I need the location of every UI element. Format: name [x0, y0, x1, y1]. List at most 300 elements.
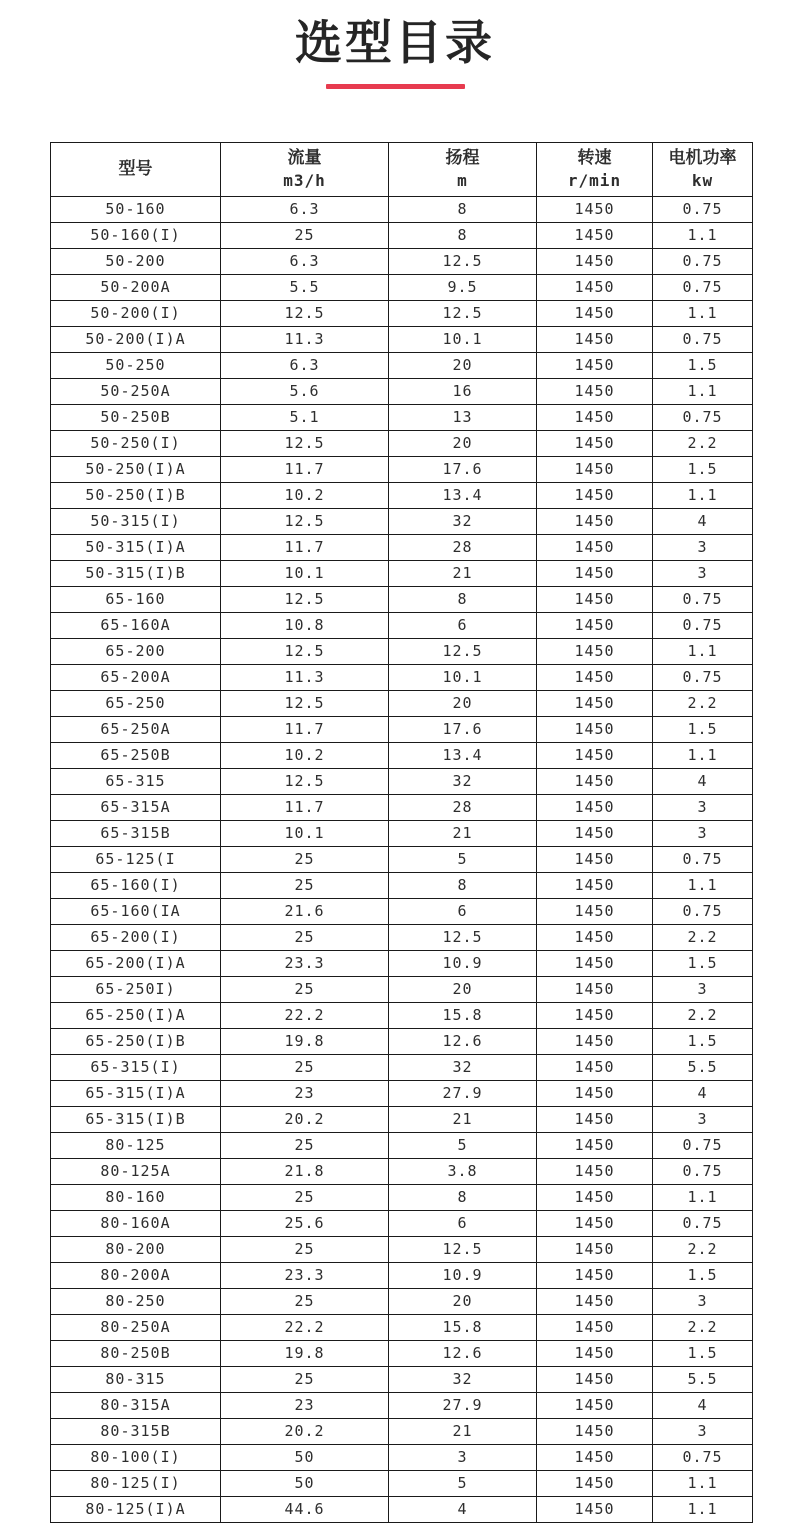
- table-cell: 65-250A: [51, 717, 221, 743]
- table-row: [51, 1159, 753, 1185]
- table-cell: 1.5: [653, 353, 753, 379]
- table-cell: 1450: [537, 977, 653, 1003]
- table-cell: 1.1: [653, 1497, 753, 1523]
- table-cell: 1450: [537, 405, 653, 431]
- table-cell: 65-200: [51, 639, 221, 665]
- table-cell: 65-250: [51, 691, 221, 717]
- table-cell: 20.2: [221, 1107, 389, 1133]
- table-cell: 1450: [537, 1497, 653, 1523]
- table-cell: 65-160(I): [51, 873, 221, 899]
- table-cell: 1450: [537, 561, 653, 587]
- table-cell: 65-160A: [51, 613, 221, 639]
- table-cell: 1450: [537, 483, 653, 509]
- table-cell: 15.8: [389, 1315, 537, 1341]
- table-cell: 1450: [537, 1419, 653, 1445]
- table-cell: 4: [653, 1081, 753, 1107]
- table-cell: 80-125: [51, 1133, 221, 1159]
- table-cell: 25: [221, 1367, 389, 1393]
- table-cell: 1450: [537, 587, 653, 613]
- table-cell: 65-160(IA: [51, 899, 221, 925]
- table-cell: 3: [653, 1107, 753, 1133]
- table-cell: 0.75: [653, 275, 753, 301]
- table-cell: 80-250A: [51, 1315, 221, 1341]
- table-cell: 1450: [537, 457, 653, 483]
- table-cell: 0.75: [653, 327, 753, 353]
- table-row: [51, 509, 753, 535]
- header-row: [51, 143, 753, 197]
- table-cell: 1450: [537, 873, 653, 899]
- table-cell: 1450: [537, 717, 653, 743]
- table-cell: 80-100(I): [51, 1445, 221, 1471]
- table-cell: 25: [221, 1237, 389, 1263]
- table-row: [51, 1081, 753, 1107]
- table-cell: 1450: [537, 1263, 653, 1289]
- title-underline: [326, 84, 465, 89]
- table-cell: 6: [389, 899, 537, 925]
- table-cell: 1450: [537, 535, 653, 561]
- table-row: [51, 639, 753, 665]
- table-cell: 20: [389, 431, 537, 457]
- table-cell: 1450: [537, 379, 653, 405]
- table-cell: 21: [389, 1107, 537, 1133]
- table-cell: 65-315(I)A: [51, 1081, 221, 1107]
- header-cell-head: [389, 143, 537, 197]
- table-cell: 23: [221, 1081, 389, 1107]
- page-title: 选型目录: [295, 16, 495, 71]
- table-cell: 0.75: [653, 847, 753, 873]
- table-cell: 50: [221, 1445, 389, 1471]
- table-cell: 12.5: [221, 691, 389, 717]
- table-cell: 65-315: [51, 769, 221, 795]
- table-cell: 50-315(I)B: [51, 561, 221, 587]
- table-cell: 50-250A: [51, 379, 221, 405]
- table-cell: 12.5: [389, 1237, 537, 1263]
- table-cell: 3.8: [389, 1159, 537, 1185]
- table-cell: 80-250B: [51, 1341, 221, 1367]
- table-cell: 1450: [537, 1315, 653, 1341]
- table-cell: 12.5: [221, 301, 389, 327]
- table-cell: 50-250: [51, 353, 221, 379]
- table-row: [51, 1029, 753, 1055]
- table-cell: 1450: [537, 951, 653, 977]
- table-cell: 0.75: [653, 249, 753, 275]
- table-cell: 65-250B: [51, 743, 221, 769]
- table-cell: 25: [221, 1055, 389, 1081]
- table-cell: 1450: [537, 899, 653, 925]
- table-cell: 0.75: [653, 1159, 753, 1185]
- table-cell: 10.8: [221, 613, 389, 639]
- table-cell: 16: [389, 379, 537, 405]
- table-row: [51, 301, 753, 327]
- table-cell: 27.9: [389, 1393, 537, 1419]
- table-cell: 80-315: [51, 1367, 221, 1393]
- table-cell: 1450: [537, 197, 653, 223]
- table-row: [51, 1055, 753, 1081]
- table-row: [51, 1237, 753, 1263]
- header-flow-unit: m3/h: [283, 171, 326, 191]
- table-cell: 6: [389, 613, 537, 639]
- table-cell: 4: [653, 1393, 753, 1419]
- table-cell: 80-200A: [51, 1263, 221, 1289]
- table-cell: 4: [389, 1497, 537, 1523]
- table-cell: 20.2: [221, 1419, 389, 1445]
- table-cell: 50-315(I)A: [51, 535, 221, 561]
- table-cell: 23: [221, 1393, 389, 1419]
- table-cell: 3: [389, 1445, 537, 1471]
- table-cell: 65-160: [51, 587, 221, 613]
- table-cell: 1.1: [653, 223, 753, 249]
- table-cell: 0.75: [653, 405, 753, 431]
- header-power-unit: kw: [691, 171, 714, 191]
- table-row: [51, 1289, 753, 1315]
- table-cell: 80-125A: [51, 1159, 221, 1185]
- table-row: [51, 223, 753, 249]
- table-cell: 1450: [537, 223, 653, 249]
- table-row: [51, 379, 753, 405]
- table-cell: 1450: [537, 769, 653, 795]
- table-row: [51, 1263, 753, 1289]
- table-row: [51, 1185, 753, 1211]
- table-row: [51, 1003, 753, 1029]
- table-cell: 50-250B: [51, 405, 221, 431]
- table-cell: 3: [653, 1289, 753, 1315]
- header-model-label: 型号: [118, 159, 153, 180]
- table-cell: 25: [221, 223, 389, 249]
- table-cell: 5.6: [221, 379, 389, 405]
- table-cell: 20: [389, 353, 537, 379]
- table-cell: 12.5: [221, 769, 389, 795]
- table-cell: 0.75: [653, 1133, 753, 1159]
- table-cell: 44.6: [221, 1497, 389, 1523]
- table-cell: 2.2: [653, 691, 753, 717]
- table-cell: 22.2: [221, 1315, 389, 1341]
- table-cell: 50-160(I): [51, 223, 221, 249]
- table-cell: 1450: [537, 1003, 653, 1029]
- table-cell: 1.1: [653, 873, 753, 899]
- table-row: [51, 847, 753, 873]
- header-power-label: 电机功率: [668, 148, 737, 169]
- table-cell: 1.1: [653, 483, 753, 509]
- table-cell: 8: [389, 587, 537, 613]
- table-row: [51, 587, 753, 613]
- table-cell: 0.75: [653, 197, 753, 223]
- table-cell: 28: [389, 795, 537, 821]
- table-cell: 10.1: [389, 327, 537, 353]
- header-flow-label: 流量: [287, 148, 322, 169]
- table-cell: 10.2: [221, 743, 389, 769]
- table-cell: 1450: [537, 613, 653, 639]
- table-cell: 1450: [537, 1081, 653, 1107]
- table-cell: 6.3: [221, 353, 389, 379]
- table-cell: 23.3: [221, 951, 389, 977]
- table-cell: 80-160: [51, 1185, 221, 1211]
- table-row: [51, 483, 753, 509]
- table-cell: 10.1: [221, 561, 389, 587]
- table-cell: 5.5: [653, 1055, 753, 1081]
- table-cell: 80-200: [51, 1237, 221, 1263]
- table-cell: 5: [389, 847, 537, 873]
- table-row: [51, 1211, 753, 1237]
- table-cell: 12.5: [389, 639, 537, 665]
- table-cell: 50-200A: [51, 275, 221, 301]
- table-row: [51, 431, 753, 457]
- header-cell-speed: [537, 143, 653, 197]
- table-cell: 2.2: [653, 431, 753, 457]
- table-cell: 11.7: [221, 457, 389, 483]
- table-cell: 25: [221, 1133, 389, 1159]
- table-cell: 1450: [537, 1445, 653, 1471]
- table-row: [51, 1133, 753, 1159]
- header-cell-model: [51, 143, 221, 197]
- table-cell: 12.6: [389, 1341, 537, 1367]
- table-row: [51, 899, 753, 925]
- table-cell: 20: [389, 691, 537, 717]
- table-cell: 17.6: [389, 457, 537, 483]
- table-cell: 65-200A: [51, 665, 221, 691]
- table-cell: 1450: [537, 925, 653, 951]
- table-cell: 1450: [537, 743, 653, 769]
- table-cell: 15.8: [389, 1003, 537, 1029]
- table-cell: 13.4: [389, 483, 537, 509]
- table-row: [51, 405, 753, 431]
- table-cell: 8: [389, 223, 537, 249]
- table-cell: 1450: [537, 327, 653, 353]
- table-cell: 5: [389, 1133, 537, 1159]
- table-cell: 1450: [537, 301, 653, 327]
- table-cell: 80-125(I): [51, 1471, 221, 1497]
- table-cell: 1450: [537, 1237, 653, 1263]
- table-row: [51, 457, 753, 483]
- table-cell: 65-315B: [51, 821, 221, 847]
- table-cell: 50-250(I): [51, 431, 221, 457]
- table-cell: 2.2: [653, 1237, 753, 1263]
- table-cell: 1450: [537, 847, 653, 873]
- table-cell: 80-160A: [51, 1211, 221, 1237]
- table-cell: 65-315(I): [51, 1055, 221, 1081]
- table-cell: 50-200(I)A: [51, 327, 221, 353]
- table-cell: 50-315(I): [51, 509, 221, 535]
- table-cell: 65-200(I): [51, 925, 221, 951]
- table-cell: 2.2: [653, 1003, 753, 1029]
- table-cell: 32: [389, 769, 537, 795]
- table-row: [51, 1419, 753, 1445]
- table-cell: 8: [389, 197, 537, 223]
- table-cell: 12.5: [221, 587, 389, 613]
- table-cell: 12.5: [389, 249, 537, 275]
- table-cell: 1450: [537, 1133, 653, 1159]
- table-cell: 10.9: [389, 951, 537, 977]
- table-cell: 1450: [537, 353, 653, 379]
- table-row: [51, 951, 753, 977]
- table-cell: 2.2: [653, 925, 753, 951]
- table-row: [51, 1367, 753, 1393]
- table-cell: 13.4: [389, 743, 537, 769]
- table-cell: 10.2: [221, 483, 389, 509]
- table-cell: 50-250(I)B: [51, 483, 221, 509]
- table-cell: 1.1: [653, 743, 753, 769]
- table-cell: 1450: [537, 1185, 653, 1211]
- header-cell-power: [653, 143, 753, 197]
- table-cell: 0.75: [653, 665, 753, 691]
- table-cell: 65-200(I)A: [51, 951, 221, 977]
- table-row: [51, 1341, 753, 1367]
- table-cell: 13: [389, 405, 537, 431]
- table-cell: 12.5: [389, 925, 537, 951]
- table-cell: 1450: [537, 1211, 653, 1237]
- table-cell: 5.5: [221, 275, 389, 301]
- table-cell: 1450: [537, 509, 653, 535]
- table-cell: 25: [221, 925, 389, 951]
- table-cell: 1.1: [653, 301, 753, 327]
- table-cell: 21.6: [221, 899, 389, 925]
- table-cell: 0.75: [653, 899, 753, 925]
- table-cell: 1.1: [653, 1471, 753, 1497]
- table-cell: 1.5: [653, 1341, 753, 1367]
- table-row: [51, 197, 753, 223]
- table-cell: 1.5: [653, 1029, 753, 1055]
- table-cell: 8: [389, 873, 537, 899]
- table-cell: 17.6: [389, 717, 537, 743]
- table-cell: 1450: [537, 1055, 653, 1081]
- table-cell: 50-200: [51, 249, 221, 275]
- table-cell: 6: [389, 1211, 537, 1237]
- table-cell: 1450: [537, 431, 653, 457]
- table-cell: 21: [389, 821, 537, 847]
- table-row: [51, 249, 753, 275]
- header-speed-unit: r/min: [567, 171, 622, 191]
- table-cell: 3: [653, 561, 753, 587]
- table-row: [51, 1107, 753, 1133]
- table-cell: 27.9: [389, 1081, 537, 1107]
- table-cell: 12.6: [389, 1029, 537, 1055]
- table-row: [51, 1471, 753, 1497]
- table-cell: 1450: [537, 1159, 653, 1185]
- table-cell: 65-315A: [51, 795, 221, 821]
- table-cell: 19.8: [221, 1029, 389, 1055]
- table-cell: 1450: [537, 691, 653, 717]
- table-cell: 1450: [537, 249, 653, 275]
- selection-catalog-table: [50, 142, 753, 1523]
- table-cell: 12.5: [389, 301, 537, 327]
- table-cell: 25.6: [221, 1211, 389, 1237]
- table-cell: 4: [653, 509, 753, 535]
- table-cell: 10.9: [389, 1263, 537, 1289]
- table-cell: 0.75: [653, 613, 753, 639]
- table-row: [51, 327, 753, 353]
- table-row: [51, 1445, 753, 1471]
- table-cell: 11.3: [221, 327, 389, 353]
- table-cell: 1450: [537, 1341, 653, 1367]
- table-cell: 1.1: [653, 639, 753, 665]
- table-cell: 5.1: [221, 405, 389, 431]
- table-cell: 25: [221, 1185, 389, 1211]
- table-cell: 80-250: [51, 1289, 221, 1315]
- table-row: [51, 873, 753, 899]
- table-cell: 1.5: [653, 457, 753, 483]
- table-cell: 65-250(I)A: [51, 1003, 221, 1029]
- table-row: [51, 1393, 753, 1419]
- table-cell: 5.5: [653, 1367, 753, 1393]
- table-cell: 80-315A: [51, 1393, 221, 1419]
- header-cell-flow: [221, 143, 389, 197]
- table-cell: 1450: [537, 1289, 653, 1315]
- table-cell: 1.1: [653, 1185, 753, 1211]
- table-cell: 1.5: [653, 1263, 753, 1289]
- table-header: [51, 143, 753, 197]
- table-cell: 3: [653, 535, 753, 561]
- table-cell: 50-250(I)A: [51, 457, 221, 483]
- table-cell: 19.8: [221, 1341, 389, 1367]
- table-cell: 50-160: [51, 197, 221, 223]
- table-cell: 1450: [537, 275, 653, 301]
- table-row: [51, 665, 753, 691]
- table-cell: 11.7: [221, 535, 389, 561]
- table-row: [51, 1315, 753, 1341]
- table-cell: 1.5: [653, 717, 753, 743]
- table-cell: 4: [653, 769, 753, 795]
- table-cell: 1450: [537, 1393, 653, 1419]
- header-speed-label: 转速: [577, 148, 612, 169]
- table-cell: 25: [221, 1289, 389, 1315]
- table-cell: 1450: [537, 639, 653, 665]
- table-row: [51, 769, 753, 795]
- table-cell: 11.7: [221, 795, 389, 821]
- table-row: [51, 275, 753, 301]
- table-row: [51, 821, 753, 847]
- header-head-unit: m: [457, 171, 468, 191]
- table-cell: 32: [389, 1367, 537, 1393]
- table-cell: 12.5: [221, 509, 389, 535]
- table-cell: 80-125(I)A: [51, 1497, 221, 1523]
- table-row: [51, 613, 753, 639]
- table-cell: 1450: [537, 665, 653, 691]
- table-cell: 50: [221, 1471, 389, 1497]
- table-row: [51, 743, 753, 769]
- table-cell: 8: [389, 1185, 537, 1211]
- table-cell: 1450: [537, 795, 653, 821]
- table-cell: 80-315B: [51, 1419, 221, 1445]
- table-cell: 11.7: [221, 717, 389, 743]
- table-cell: 1450: [537, 1107, 653, 1133]
- table-cell: 21: [389, 1419, 537, 1445]
- table-cell: 50-200(I): [51, 301, 221, 327]
- table-row: [51, 561, 753, 587]
- table-cell: 3: [653, 977, 753, 1003]
- table-cell: 9.5: [389, 275, 537, 301]
- table-cell: 65-315(I)B: [51, 1107, 221, 1133]
- table-cell: 12.5: [221, 431, 389, 457]
- table-cell: 23.3: [221, 1263, 389, 1289]
- table-cell: 6.3: [221, 197, 389, 223]
- table-cell: 65-125(I: [51, 847, 221, 873]
- table-row: [51, 717, 753, 743]
- table-cell: 22.2: [221, 1003, 389, 1029]
- table-cell: 32: [389, 1055, 537, 1081]
- table-row: [51, 535, 753, 561]
- header-head-label: 扬程: [445, 148, 480, 169]
- table-cell: 1450: [537, 1029, 653, 1055]
- table-cell: 20: [389, 1289, 537, 1315]
- table-cell: 1450: [537, 1367, 653, 1393]
- table-row: [51, 977, 753, 1003]
- table-cell: 65-250I): [51, 977, 221, 1003]
- table-row: [51, 925, 753, 951]
- table-row: [51, 353, 753, 379]
- table-cell: 20: [389, 977, 537, 1003]
- table-cell: 1.5: [653, 951, 753, 977]
- table-cell: 0.75: [653, 587, 753, 613]
- table-cell: 1.1: [653, 379, 753, 405]
